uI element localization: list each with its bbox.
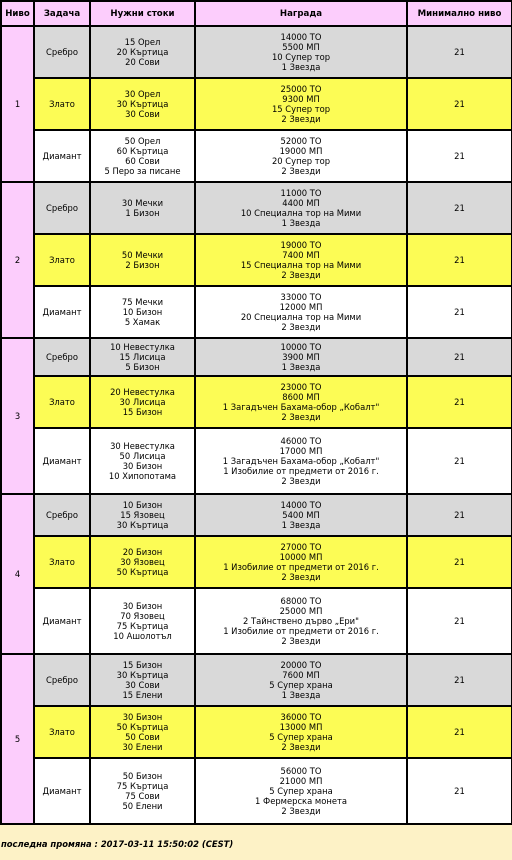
reward-line: 2 Звезди [281,114,321,124]
reward-line: 3900 МП [282,352,320,362]
item-line: 15 Бизон [122,660,163,670]
min-level-cell: 21 [407,494,512,536]
item-line: 60 Къртица [116,146,169,156]
reward-line: 21000 МП [279,776,323,786]
reward-line: 8600 МП [282,392,320,402]
reward-line: 14000 ТО [280,500,322,510]
reward-line: 5500 МП [282,42,320,52]
item-line: 30 Бизон [122,601,163,611]
reward-line: 15 Супер тор [271,104,331,114]
min-level-cell: 21 [407,130,512,182]
min-level-cell: 21 [407,536,512,588]
table-row [1,338,512,376]
items-cell [90,494,195,536]
items-cell [90,338,195,376]
item-line: 30 Бизон [122,712,163,722]
header-row [1,1,512,26]
reward-line: 4400 МП [282,198,320,208]
item-line: 50 Лисица [119,451,166,461]
reward-line: 19000 ТО [280,240,322,250]
item-line: 50 Орел [124,136,161,146]
item-line: 50 Мечки [121,250,164,260]
item-line: 60 Сови [125,156,160,166]
reward-cell [195,654,407,706]
min-level-cell: 21 [407,588,512,654]
item-line: 10 Бизон [122,500,163,510]
reward-line: 2 Звезди [281,636,321,646]
min-level-cell: 21 [407,26,512,78]
min-level-cell: 21 [407,706,512,758]
reward-line: 33000 ТО [280,292,322,302]
reward-cell [195,376,407,428]
reward-line: 25000 ТО [280,84,322,94]
items-cell [90,706,195,758]
table-row [1,234,512,286]
items-cell [90,588,195,654]
item-line: 30 Елени [122,742,163,752]
header-reward: Награда [195,1,407,26]
reward-line: 2 Звезди [281,806,321,816]
items-cell [90,26,195,78]
table-row [1,376,512,428]
task-cell: Диамант [34,758,90,824]
task-cell: Сребро [34,182,90,234]
item-line: 5 Перо за писане [104,166,181,176]
header-task: Задача [34,1,90,26]
item-line: 30 Къртица [116,520,169,530]
reward-line: 12000 МП [279,302,323,312]
item-line: 20 Къртица [116,47,169,57]
table-row [1,182,512,234]
reward-cell [195,286,407,338]
item-line: 50 Бизон [122,771,163,781]
reward-cell [195,338,407,376]
table-row [1,706,512,758]
level-cell: 4 [1,494,34,654]
items-cell [90,286,195,338]
item-line: 75 Къртица [116,781,169,791]
item-line: 70 Язовец [120,611,165,621]
reward-cell [195,536,407,588]
item-line: 30 Сови [125,680,160,690]
item-line: 20 Бизон [122,547,163,557]
item-line: 15 Лисица [119,352,166,362]
item-line: 5 Бизон [125,362,160,372]
table-row [1,536,512,588]
items-cell [90,428,195,494]
level-cell: 2 [1,182,34,338]
table-row [1,588,512,654]
item-line: 30 Бизон [122,461,163,471]
item-line: 15 Бизон [122,407,163,417]
reward-line: 2 Звезди [281,166,321,176]
reward-cell [195,26,407,78]
reward-line: 1 Загадъчен Бахама-обор „Кобалт" [222,456,380,466]
items-cell [90,182,195,234]
level-cell: 3 [1,338,34,494]
task-cell: Злато [34,234,90,286]
task-cell: Диамант [34,428,90,494]
task-cell: Диамант [34,130,90,182]
reward-line: 1 Звезда [281,520,321,530]
reward-cell [195,130,407,182]
item-line: 1 Бизон [125,208,160,218]
min-level-cell: 21 [407,234,512,286]
reward-line: 20000 ТО [280,660,322,670]
reward-line: 1 Изобилие от предмети от 2016 г. [223,562,379,572]
reward-line: 14000 ТО [280,32,322,42]
item-line: 15 Язовец [120,510,165,520]
reward-line: 19000 МП [279,146,323,156]
reward-line: 52000 ТО [280,136,322,146]
reward-line: 1 Звезда [281,62,321,72]
reward-line: 2 Звезди [281,322,321,332]
reward-cell [195,758,407,824]
table-row [1,494,512,536]
reward-line: 2 Звезди [281,742,321,752]
task-cell: Злато [34,706,90,758]
reward-line: 23000 ТО [280,382,322,392]
item-line: 30 Мечки [121,198,164,208]
min-level-cell: 21 [407,758,512,824]
reward-line: 5400 МП [282,510,320,520]
items-cell [90,78,195,130]
min-level-cell: 21 [407,428,512,494]
last-modified: последна промяна : 2017-03-11 15:50:02 (CEST) [1,839,234,849]
reward-line: 5 Супер храна [269,680,333,690]
item-line: 15 Елени [122,690,163,700]
item-line: 30 Сови [125,109,160,119]
reward-line: 15 Специална тор на Мими [240,260,362,270]
reward-line: 10000 МП [279,552,323,562]
min-level-cell: 21 [407,78,512,130]
table-body [1,26,512,824]
reward-line: 2 Звезди [281,270,321,280]
reward-line: 5 Супер храна [269,786,333,796]
reward-cell [195,234,407,286]
reward-line: 56000 ТО [280,766,322,776]
task-cell: Сребро [34,494,90,536]
reward-line: 7400 МП [282,250,320,260]
reward-cell [195,182,407,234]
item-line: 30 Къртица [116,99,169,109]
reward-line: 46000 ТО [280,436,322,446]
items-cell [90,130,195,182]
item-line: 30 Орел [124,89,161,99]
item-line: 30 Язовец [120,557,165,567]
table-row [1,78,512,130]
level-cell: 5 [1,654,34,824]
min-level-cell: 21 [407,182,512,234]
task-cell: Диамант [34,588,90,654]
reward-cell [195,494,407,536]
item-line: 50 Елени [122,801,163,811]
min-level-cell: 21 [407,376,512,428]
reward-line: 13000 МП [279,722,323,732]
header-items: Нужни стоки [90,1,195,26]
item-line: 10 Хипопотама [108,471,177,481]
header-min-level: Минимално ниво [407,1,512,26]
reward-line: 10 Супер тор [271,52,331,62]
min-level-cell: 21 [407,654,512,706]
level-cell: 1 [1,26,34,182]
item-line: 2 Бизон [125,260,160,270]
reward-line: 25000 МП [279,606,323,616]
reward-line: 1 Загадъчен Бахама-обор „Кобалт" [222,402,380,412]
reward-cell [195,78,407,130]
task-cell: Сребро [34,26,90,78]
reward-line: 5 Супер храна [269,732,333,742]
table-row [1,286,512,338]
task-cell: Злато [34,536,90,588]
table-row [1,654,512,706]
reward-cell [195,706,407,758]
item-line: 30 Къртица [116,670,169,680]
item-line: 30 Невестулка [110,441,175,451]
reward-line: 17000 МП [279,446,323,456]
reward-line: 68000 ТО [280,596,322,606]
items-cell [90,234,195,286]
reward-line: 1 Изобилие от предмети от 2016 г. [223,626,379,636]
table-row [1,428,512,494]
item-line: 50 Къртица [116,567,169,577]
item-line: 75 Сови [125,791,160,801]
task-cell: Злато [34,78,90,130]
reward-line: 7600 МП [282,670,320,680]
reward-line: 1 Фермерска монета [255,796,347,806]
items-cell [90,654,195,706]
task-cell: Диамант [34,286,90,338]
task-cell: Сребро [34,338,90,376]
reward-cell [195,428,407,494]
item-line: 10 Ашолотъл [113,631,172,641]
reward-line: 2 Звезди [281,412,321,422]
reward-line: 1 Изобилие от предмети от 2016 г. [223,466,379,476]
min-level-cell: 21 [407,286,512,338]
reward-line: 10000 ТО [280,342,322,352]
item-line: 30 Лисица [119,397,166,407]
table-row [1,758,512,824]
reward-line: 20 Специална тор на Мими [240,312,362,322]
reward-line: 10 Специална тор на Мими [240,208,362,218]
reward-line: 1 Звезда [281,218,321,228]
item-line: 75 Къртица [116,621,169,631]
reward-line: 2 Звезди [281,476,321,486]
reward-line: 2 Тайнствено дърво „Ери" [243,616,359,626]
table-row [1,26,512,78]
header-level: Ниво [1,1,34,26]
item-line: 15 Орел [124,37,161,47]
items-cell [90,376,195,428]
item-line: 10 Невестулка [110,342,175,352]
item-line: 75 Мечки [121,297,164,307]
items-cell [90,536,195,588]
reward-line: 1 Звезда [281,362,321,372]
reward-line: 9300 МП [282,94,320,104]
reward-line: 27000 ТО [280,542,322,552]
task-cell: Злато [34,376,90,428]
reward-line: 20 Супер тор [271,156,331,166]
reward-line: 2 Звезди [281,572,321,582]
item-line: 20 Невестулка [110,387,175,397]
reward-line: 1 Звезда [281,690,321,700]
reward-cell [195,588,407,654]
item-line: 10 Бизон [122,307,163,317]
reward-line: 36000 ТО [280,712,322,722]
reward-line: 11000 ТО [280,188,322,198]
item-line: 50 Къртица [116,722,169,732]
table-row [1,130,512,182]
item-line: 20 Сови [125,57,160,67]
min-level-cell: 21 [407,338,512,376]
items-cell [90,758,195,824]
item-line: 50 Сови [125,732,160,742]
item-line: 5 Хамак [124,317,161,327]
task-cell: Сребро [34,654,90,706]
